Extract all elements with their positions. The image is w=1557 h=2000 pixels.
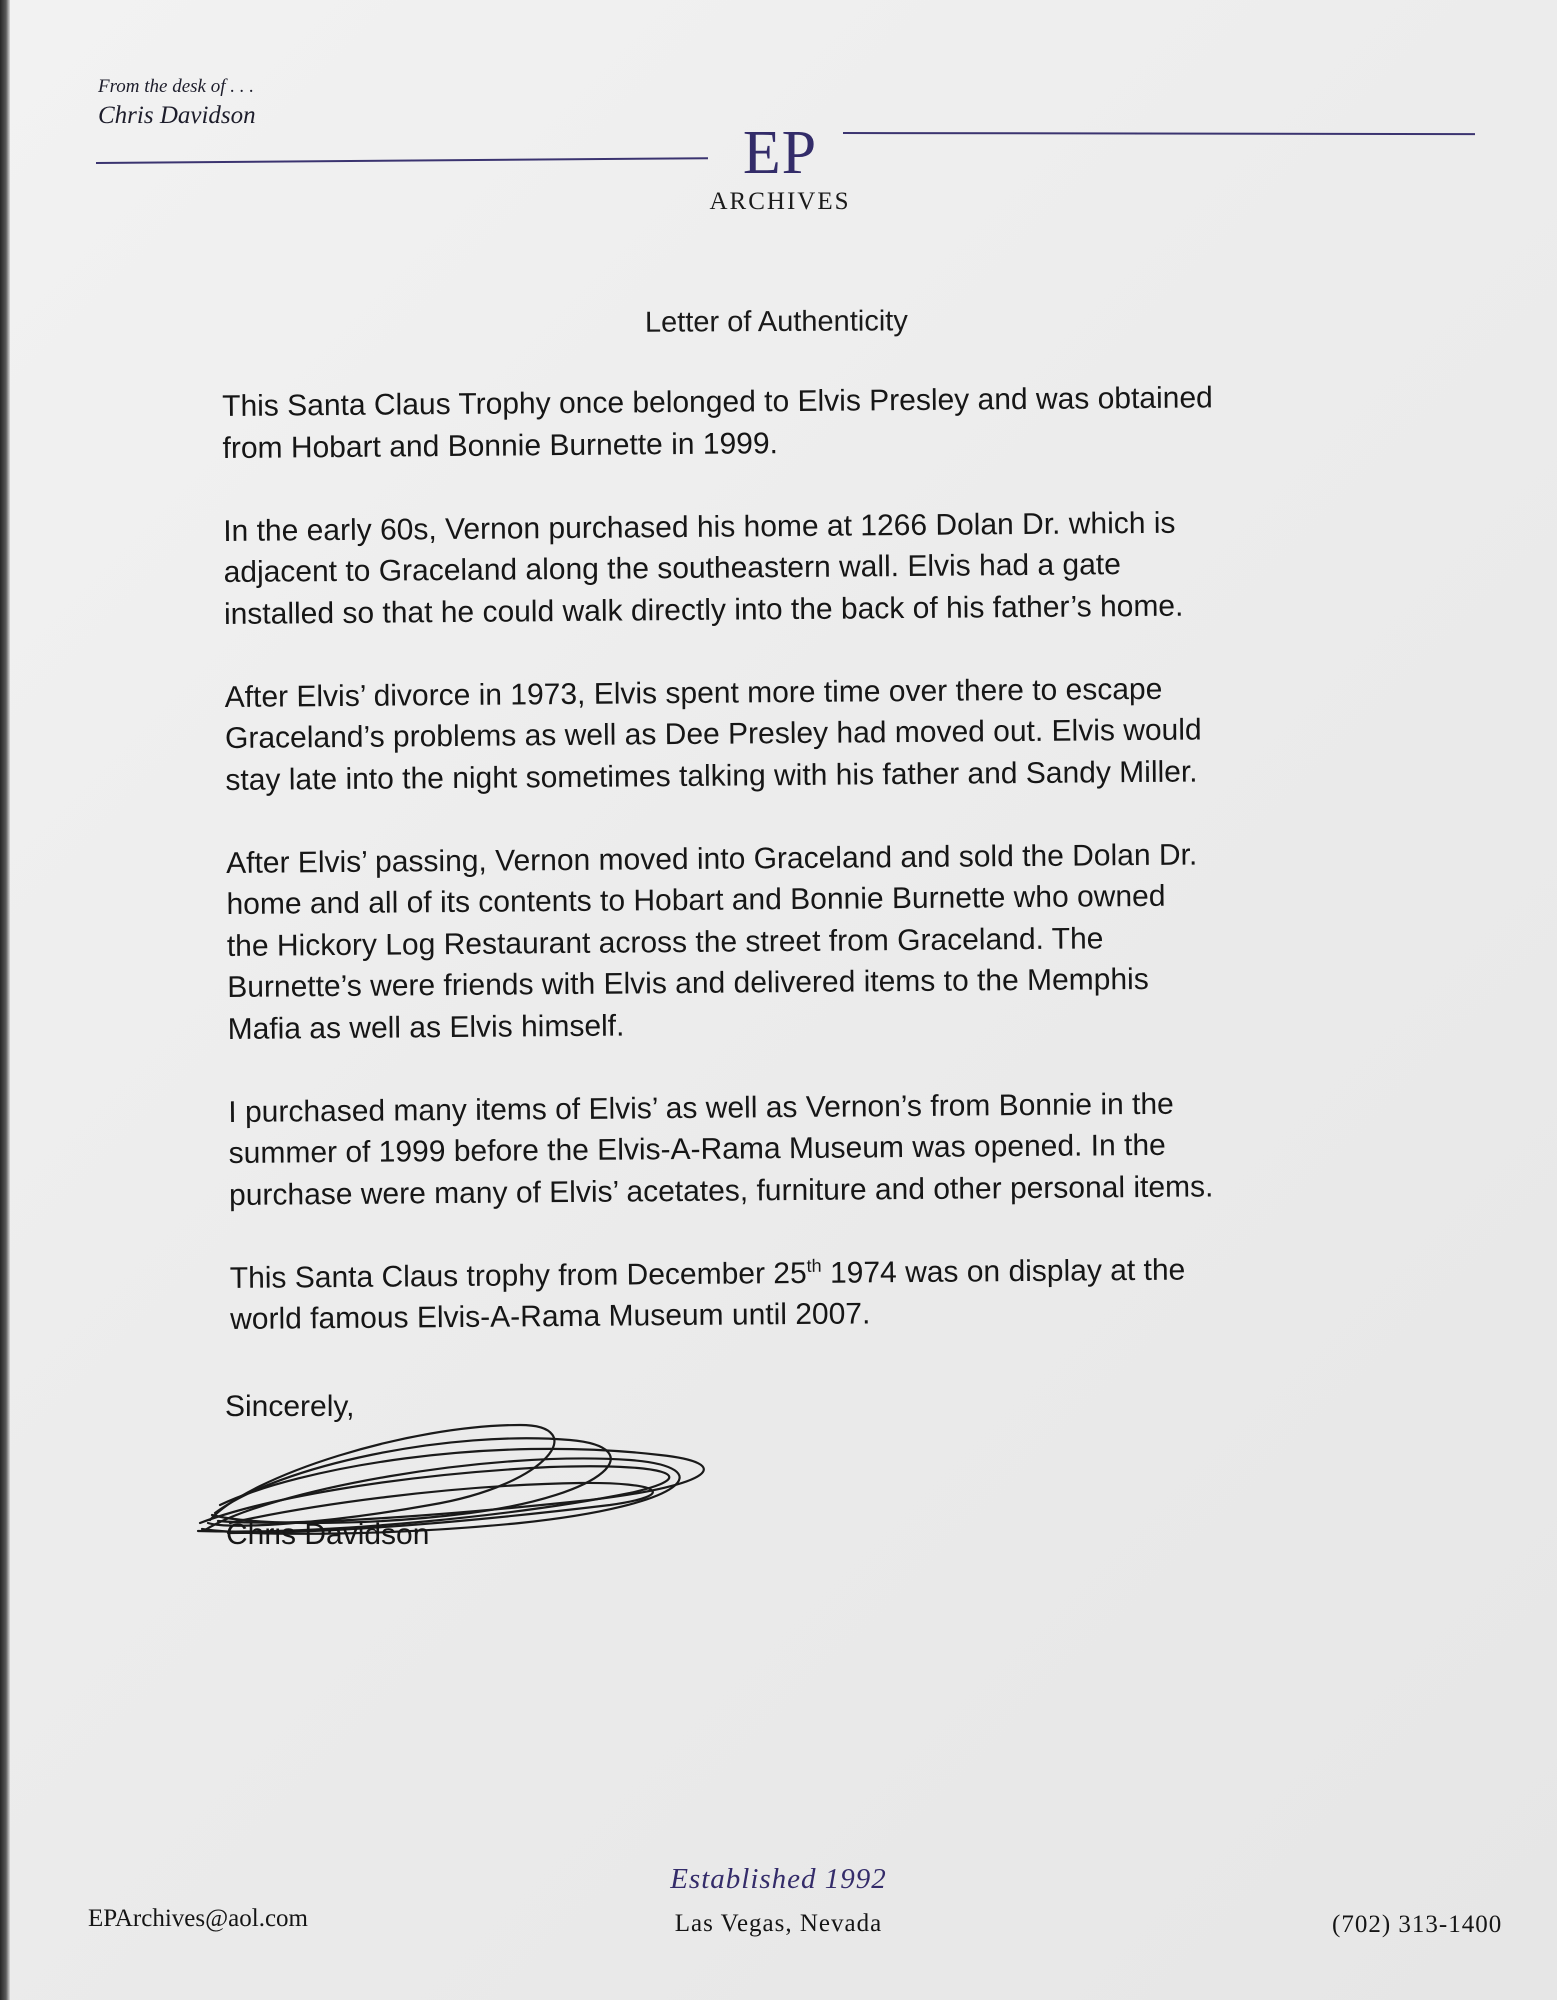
logo-subtitle: ARCHIVES [709, 188, 851, 215]
body-line: from Hobart and Bonnie Burnette in 1999. [222, 426, 779, 465]
body-line: purchase were many of Elvis’ acetates, furniture and other personal items. [228, 1169, 1214, 1212]
page-shadow-edge [0, 0, 10, 2000]
body-line: This Santa Claus Trophy once belonged to Elvis Presley and was obtained [222, 381, 1213, 423]
ordinal-suffix: th [806, 1255, 822, 1276]
footer-established: Established 1992 [670, 1863, 887, 1895]
logo-mark: EP [742, 119, 818, 187]
ep-archives-logo [690, 119, 870, 216]
paragraph-2 [223, 500, 1384, 635]
body-line: summer of 1999 before the Elvis-A-Rama Museum was opened. In the [228, 1128, 1166, 1170]
date-text-pre: This Santa Claus trophy from December 25 [229, 1256, 807, 1295]
letterhead-from [98, 76, 256, 130]
footer-phone: (702) 313-1400 [1332, 1911, 1503, 1938]
from-desk-name: Chris Davidson [98, 102, 256, 129]
date-text-post: 1974 was on display at the [821, 1253, 1186, 1290]
letterhead-rule-right [843, 132, 1475, 135]
letter-body [222, 376, 1391, 1382]
letter-title: Letter of Authenticity [645, 305, 908, 339]
body-line: I purchased many items of Elvis’ as well as Vernon’s from Bonnie in the [228, 1087, 1174, 1129]
body-line: stay late into the night sometimes talking with his father and Sandy Miller. [225, 755, 1198, 797]
body-line: After Elvis’ passing, Vernon moved into Graceland and sold the Dolan Dr. [226, 838, 1198, 880]
body-line: the Hickory Log Restaurant across the street from Graceland. The [226, 921, 1104, 963]
paragraph-5 [228, 1081, 1389, 1216]
letter-title-wrap [0, 306, 1557, 339]
signer-name: Chris Davidson [226, 1518, 430, 1551]
paragraph-1 [222, 376, 1383, 469]
body-line: adjacent to Graceland along the southeastern wall. Elvis had a gate [223, 548, 1121, 589]
body-line: After Elvis’ divorce in 1973, Elvis spent more time over there to escape [224, 672, 1163, 714]
footer-location: Las Vegas, Nevada [674, 1910, 883, 1937]
paragraph-6 [230, 1247, 1391, 1340]
body-line: world famous Elvis-A-Rama Museum until 2007. [230, 1297, 871, 1336]
body-line: Graceland’s problems as well as Dee Presley had moved out. Elvis would [224, 713, 1202, 755]
closing-salutation: Sincerely, [225, 1390, 355, 1423]
body-line: In the early 60s, Vernon purchased his home at 1266 Dolan Dr. which is [223, 506, 1176, 548]
paragraph-4 [226, 832, 1388, 1050]
letterhead-rule-left [96, 157, 708, 164]
body-line: Burnette’s were friends with Elvis and delivered items to the Memphis [227, 962, 1149, 1004]
body-line: home and all of its contents to Hobart and Bonnie Burnette who owned [226, 879, 1166, 921]
body-line: Mafia as well as Elvis himself. [227, 1009, 625, 1046]
footer-email: EPArchives@aol.com [88, 1905, 308, 1932]
from-desk-label: From the desk of . . . [98, 76, 255, 97]
paragraph-3 [225, 666, 1386, 801]
body-line: installed so that he could walk directly into the back of his father’s home. [223, 589, 1184, 631]
